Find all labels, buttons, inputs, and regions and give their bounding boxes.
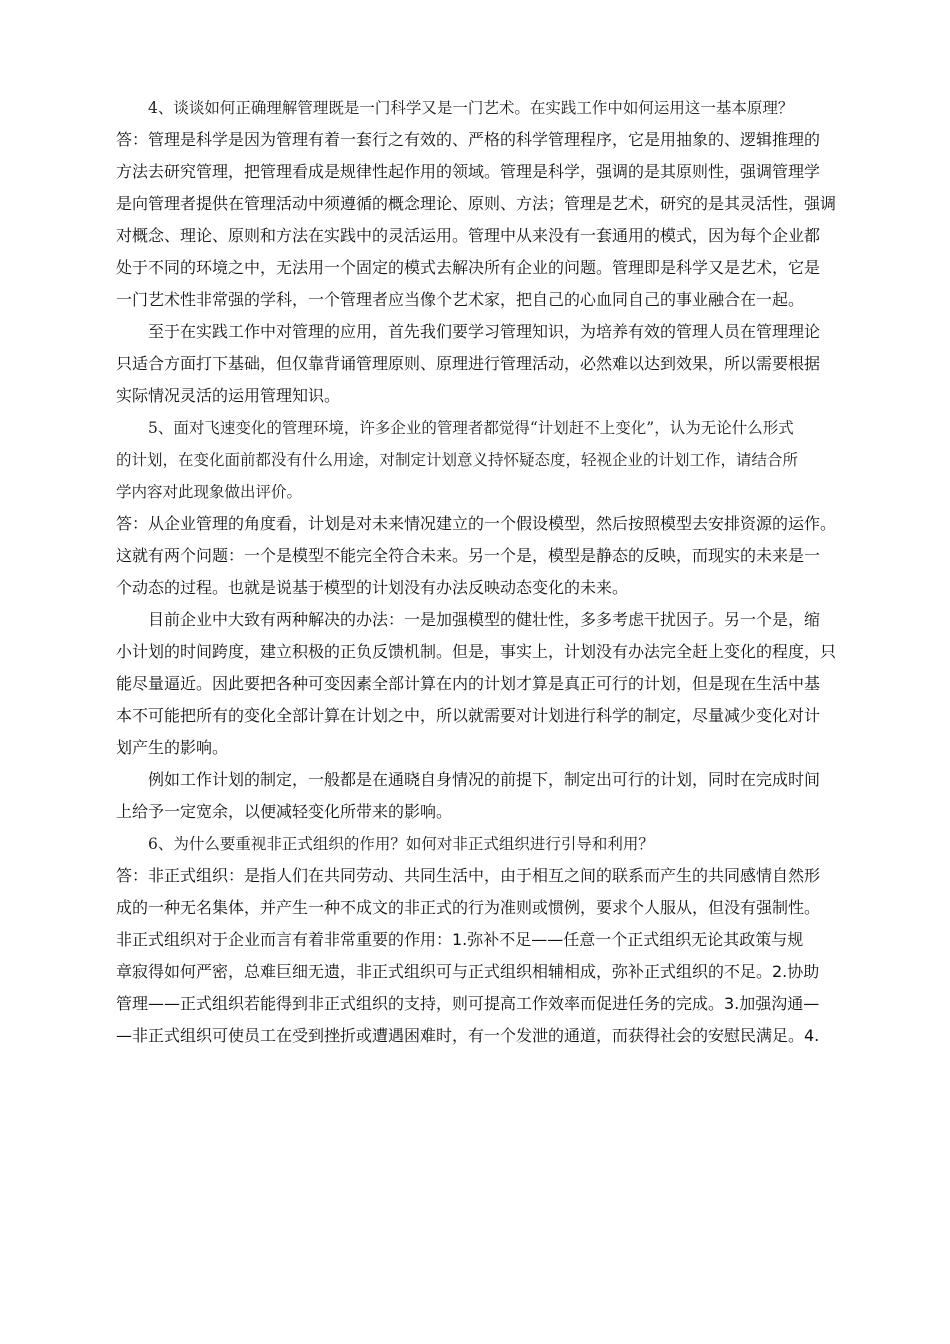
- answer-line: 本不可能把所有的变化全部计算在计划之中，所以就需要对计划进行科学的制定，尽量减少变化对计: [116, 706, 821, 725]
- answer-line: 划产生的影响。: [116, 738, 229, 757]
- answer-line: 非正式组织对于企业而言有着非常重要的作用：1.弥补不足——任意一个正式组织无论其政策与规: [116, 930, 804, 949]
- answer-line: 管理——正式组织若能得到非正式组织的支持，则可提高工作效率而促进任务的完成。3.加强沟通—: [116, 994, 820, 1013]
- answer-line: 答：非正式组织：是指人们在共同劳动、共同生活中，由于相互之间的联系而产生的共同感情自然形: [116, 866, 821, 885]
- answer-line: 能尽量逼近。因此要把各种可变因素全部计算在内的计划才算是真正可行的计划，但是现在生活中基: [116, 674, 821, 693]
- question-line: 5、面对飞速变化的管理环境，许多企业的管理者都觉得“计划赶不上变化”，认为无论什么形式: [148, 419, 794, 437]
- answer-line: 是向管理者提供在管理活动中须遵循的概念理论、原则、方法；管理是艺术，研究的是其灵活性，强调: [116, 194, 836, 213]
- answer-line: 目前企业中大致有两种解决的办法：一是加强模型的健壮性，多多考虑干扰因子。另一个是，缩: [148, 610, 821, 629]
- answer-line: 对概念、理论、原则和方法在实践中的灵活运用。管理中从来没有一套通用的模式，因为每个企业都: [116, 226, 821, 245]
- answer-line: 小计划的时间跨度，建立积极的正负反馈机制。但是，事实上，计划没有办法完全赶上变化的程度，只: [116, 642, 836, 661]
- question-line: 4、谈谈如何正确理解管理既是一门科学又是一门艺术。在实践工作中如何运用这一基本原理？: [148, 99, 794, 117]
- answer-line: 只适合方面打下基础，但仅靠背诵管理原则、原理进行管理活动，必然难以达到效果，所以需要根据: [116, 354, 821, 373]
- answer-line: 一门艺术性非常强的学科，一个管理者应当像个艺术家，把自己的心血同自己的事业融合在一起。: [116, 290, 805, 309]
- answer-line: 实际情况灵活的运用管理知识。: [116, 386, 341, 405]
- answer-line: 处于不同的环境之中，无法用一个固定的模式去解决所有企业的问题。管理即是科学又是艺术，它是: [116, 258, 821, 277]
- question-line: 的计划，在变化面前都没有什么用途，对制定计划意义持怀疑态度，轻视企业的计划工作，请结合所: [116, 451, 799, 469]
- answer-line: 个动态的过程。也就是说基于模型的计划没有办法反映动态变化的未来。: [116, 578, 629, 597]
- answer-line: 例如工作计划的制定，一般都是在通晓自身情况的前提下，制定出可行的计划，同时在完成时间: [148, 770, 821, 789]
- answer-line: 这就有两个问题：一个是模型不能完全符合未来。另一个是，模型是静态的反映，而现实的未来是一: [116, 546, 821, 565]
- question-line: 6、为什么要重视非正式组织的作用？如何对非正式组织进行引导和利用？: [148, 835, 654, 853]
- question-line: 学内容对此现象做出评价。: [116, 483, 303, 501]
- answer-line: 成的一种无名集体，并产生一种不成文的非正式的行为准则或惯例，要求个人服从，但没有强制性。: [116, 898, 821, 917]
- answer-line: —非正式组织可使员工在受到挫折或遭遇困难时，有一个发泄的通道，而获得社会的安慰民满足。4.: [116, 1026, 820, 1045]
- answer-line: 答：从企业管理的角度看，计划是对未来情况建立的一个假设模型，然后按照模型去安排资源的运作。: [116, 514, 836, 533]
- answer-line: 方法去研究管理，把管理看成是规律性起作用的领域。管理是科学，强调的是其原则性，强调管理学: [116, 162, 821, 181]
- answer-line: 答：管理是科学是因为管理有着一套行之有效的、严格的科学管理程序，它是用抽象的、逻辑推理的: [116, 130, 821, 149]
- answer-line: 至于在实践工作中对管理的应用，首先我们要学习管理知识，为培养有效的管理人员在管理理论: [148, 322, 821, 341]
- answer-line: 章寂得如何严密，总难巨细无遗，非正式组织可与正式组织相辅相成，弥补正式组织的不足。2.协助: [116, 962, 820, 981]
- answer-line: 上给予一定宽余，以便减轻变化所带来的影响。: [116, 802, 453, 821]
- document-body: [116, 92, 836, 1052]
